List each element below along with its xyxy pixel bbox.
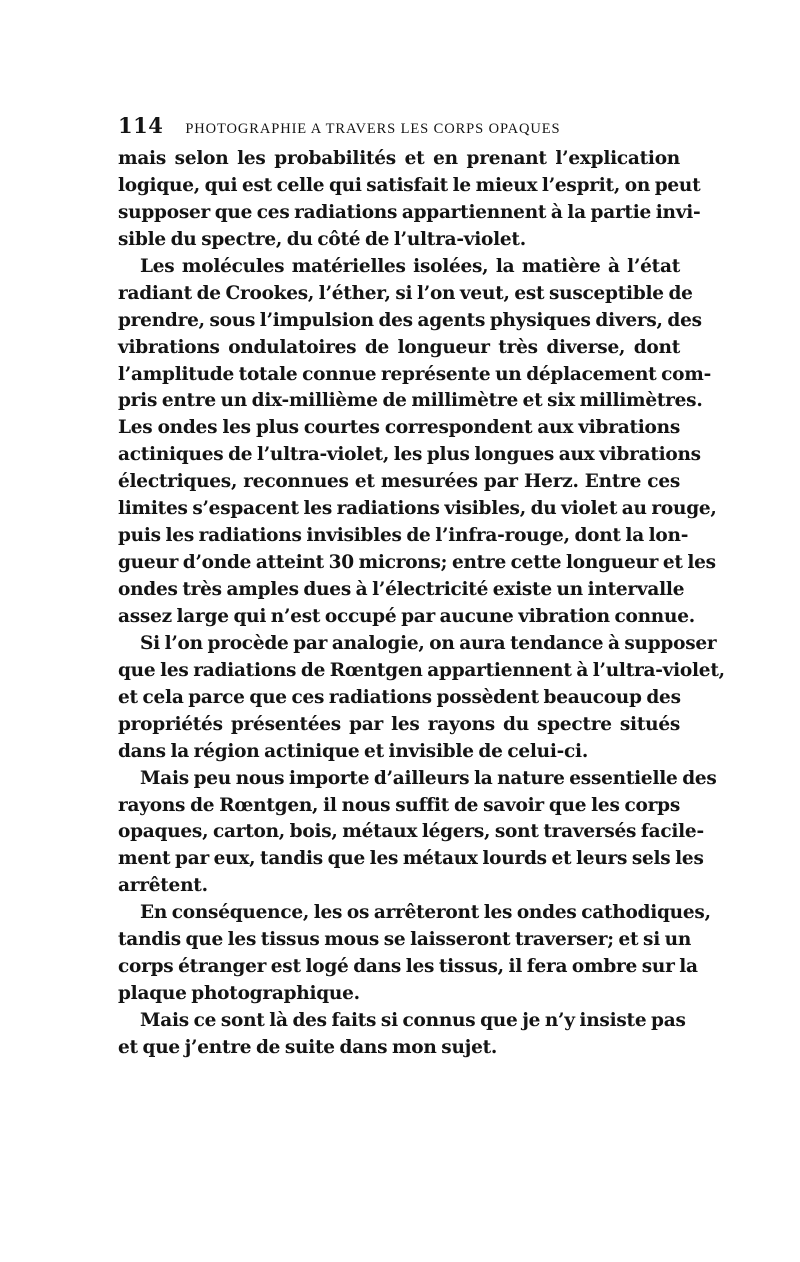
- text-line: dans la région actinique et invisible de celui-ci.: [118, 740, 589, 762]
- text-line: tandis que les tissus mous se laisseront traverser; et si un: [118, 929, 692, 951]
- text-line: En conséquence, les os arrêteront les ondes cathodiques,: [140, 902, 711, 924]
- text-line: ment par eux, tandis que les métaux lourds et leurs sels les: [118, 848, 704, 870]
- text-line: limites s’espacent les radiations visibles, du violet au rouge,: [118, 498, 717, 520]
- text-line: Mais ce sont là des faits si connus que je n’y insiste pas: [140, 1010, 686, 1031]
- text-line: plaque photographique.: [118, 983, 360, 1005]
- text-line: corps étranger est logé dans les tissus, il fera ombre sur la: [118, 956, 698, 978]
- text-line: Les molécules matérielles isolées, la matière à l’état: [140, 255, 680, 277]
- text-line: puis les radiations invisibles de l’infra-rouge, dont la lon-: [118, 525, 689, 547]
- text-line: l’amplitude totale connue représente un déplacement com-: [118, 363, 712, 385]
- text-line: opaques, carton, bois, métaux légers, sont traversés facile-: [118, 821, 704, 843]
- text-line: logique, qui est celle qui satisfait le mieux l’esprit, on peut: [118, 174, 701, 196]
- text-line: et que j’entre de suite dans mon sujet.: [118, 1036, 498, 1058]
- text-line: électriques, reconnues et mesurées par Herz. Entre ces: [118, 471, 680, 493]
- running-head: [118, 113, 690, 141]
- page-number: 114: [118, 113, 164, 138]
- text-line: vibrations ondulatoires de longueur très diverse, dont: [118, 336, 680, 358]
- running-title: PHOTOGRAPHIE A TRAVERS LES CORPS OPAQUES: [185, 121, 561, 137]
- text-line: que les radiations de Rœntgen appartiennent à l’ultra-violet,: [118, 659, 725, 681]
- text-line: sible du spectre, du côté de l’ultra-violet.: [118, 228, 526, 250]
- text-line: prendre, sous l’impulsion des agents physiques divers, des: [118, 309, 702, 331]
- text-line: Les ondes les plus courtes correspondent aux vibrations: [118, 417, 680, 439]
- text-line: mais selon les probabilités et en prenant l’explication: [118, 148, 680, 169]
- text-line: propriétés présentées par les rayons du spectre situés: [118, 713, 680, 735]
- text-line: assez large qui n’est occupé par aucune vibration connue.: [118, 605, 695, 627]
- text-line: et cela parce que ces radiations possèdent beaucoup des: [118, 686, 681, 708]
- text-line: radiant de Crookes, l’éther, si l’on veut, est susceptible de: [118, 282, 693, 304]
- text-line: supposer que ces radiations appartiennent à la partie invi-: [118, 201, 701, 223]
- text-line: pris entre un dix-millième de millimètre et six millimètres.: [118, 390, 703, 412]
- body-text: [118, 146, 725, 1062]
- text-line: gueur d’onde atteint 30 microns; entre cette longueur et les: [118, 552, 716, 574]
- text-line: ondes très amples dues à l’électricité existe un intervalle: [118, 579, 685, 600]
- text-line: Mais peu nous importe d’ailleurs la nature essentielle des: [140, 767, 717, 789]
- text-line: actiniques de l’ultra-violet, les plus longues aux vibrations: [118, 444, 701, 466]
- text-line: rayons de Rœntgen, il nous suffit de savoir que les corps: [118, 794, 680, 816]
- text-line: arrêtent.: [118, 875, 208, 897]
- text-line: Si l’on procède par analogie, on aura tendance à supposer: [140, 632, 717, 654]
